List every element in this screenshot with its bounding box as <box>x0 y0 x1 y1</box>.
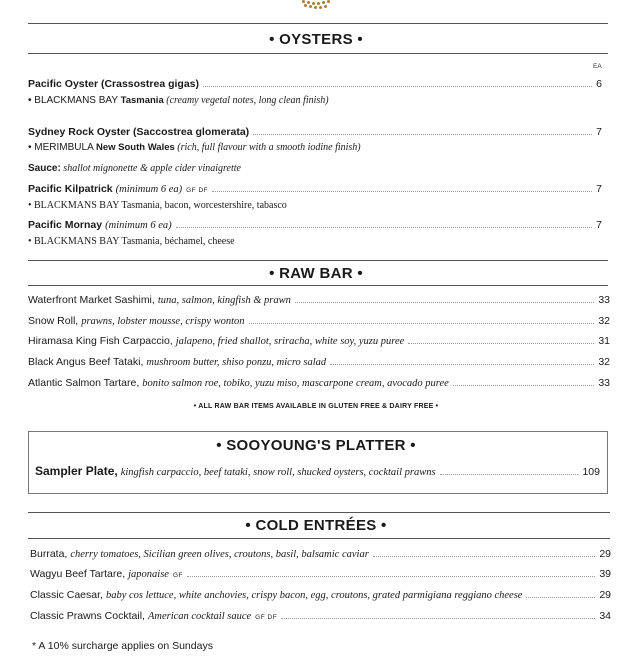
price-header: EA <box>593 63 602 70</box>
menu-item-pacific-mornay <box>28 219 602 231</box>
origin-prefix: • MERIMBULA <box>28 142 96 153</box>
section-title-cold-entrees: • COLD ENTRÉES • <box>245 517 387 534</box>
item-desc: American cocktail sauce <box>147 611 252 622</box>
item-origin <box>28 95 329 106</box>
dot-leader <box>373 556 596 557</box>
menu-item <box>28 356 610 368</box>
item-name: Waterfront Market Sashimi, <box>28 294 155 306</box>
origin-prefix: • BLACKMANS BAY <box>28 95 121 106</box>
menu-item-pacific-kilpatrick <box>28 183 602 195</box>
dot-leader <box>330 364 594 365</box>
item-name: Snow Roll, <box>28 315 79 327</box>
item-name: Classic Prawns Cocktail, <box>30 610 145 622</box>
item-name: Hiramasa King Fish Carpaccio, <box>28 335 173 347</box>
item-price: 6 <box>596 78 602 90</box>
menu-item <box>28 294 610 306</box>
origin-region: Tasmania <box>120 95 164 106</box>
divider <box>28 260 608 261</box>
divider <box>28 53 608 54</box>
item-price: 33 <box>598 294 610 306</box>
item-desc: (minimum 6 ea) <box>105 220 172 231</box>
divider <box>28 285 608 286</box>
dot-leader <box>253 134 592 135</box>
menu-item-sampler-plate <box>35 464 600 478</box>
item-name: Sydney Rock Oyster (Saccostrea glomerata) <box>28 126 250 138</box>
surcharge-footnote: * A 10% surcharge applies on Sundays <box>32 640 213 652</box>
item-desc: kingfish carpaccio, beef tataki, snow roll, shucked oysters, cocktail prawns <box>120 467 436 478</box>
dot-leader <box>440 474 579 475</box>
menu-item <box>30 568 611 580</box>
dot-leader <box>203 86 592 87</box>
item-desc: (minimum 6 ea) <box>115 184 183 195</box>
dietary-tags: GF <box>172 572 184 579</box>
dietary-tags: GF DF <box>255 614 278 621</box>
divider <box>28 512 610 513</box>
dietary-tags: GF DF <box>186 187 209 194</box>
item-origin: • BLACKMANS BAY Tasmania, bacon, worcestershire, tabasco <box>28 200 287 211</box>
item-price: 29 <box>599 589 611 601</box>
dot-leader <box>187 576 595 577</box>
item-desc: baby cos lettuce, white anchovies, crispy bacon, egg, croutons, grated parmigiana reggiano cheese <box>105 590 523 601</box>
menu-item <box>30 610 611 622</box>
sauce-label: Sauce: <box>28 163 61 174</box>
dot-leader <box>526 597 595 598</box>
menu-item <box>28 335 610 347</box>
origin-desc: (creamy vegetal notes, long clean finish) <box>163 95 329 106</box>
dot-leader <box>249 323 595 324</box>
item-name: Sampler Plate, <box>35 464 118 478</box>
item-price: 7 <box>596 219 602 231</box>
menu-item <box>30 548 611 560</box>
divider <box>28 23 608 24</box>
item-price: 33 <box>598 377 610 389</box>
sauce-desc: shallot mignonette & apple cider vinaigrette <box>60 163 241 174</box>
item-desc: jalapeno, fried shallot, sriracha, white soy, yuzu puree <box>175 336 405 347</box>
item-name: Classic Caesar, <box>30 589 103 601</box>
raw-bar-note: • ALL RAW BAR ITEMS AVAILABLE IN GLUTEN FREE & DAIRY FREE • <box>193 403 439 410</box>
item-price: 109 <box>582 466 600 478</box>
origin-region: New South Wales <box>95 142 175 153</box>
item-name: Pacific Oyster (Crassostrea gigas) <box>28 78 199 90</box>
item-origin: • BLACKMANS BAY Tasmania, béchamel, cheese <box>28 236 235 247</box>
item-price: 32 <box>598 356 610 368</box>
menu-item <box>28 315 610 327</box>
dot-leader <box>453 385 595 386</box>
sauce-line <box>28 163 241 174</box>
item-desc: mushroom butter, shiso ponzu, micro salad <box>146 357 327 368</box>
item-price: 31 <box>598 335 610 347</box>
menu-item <box>30 589 611 601</box>
dot-leader <box>295 302 594 303</box>
item-name: Pacific Mornay <box>28 219 103 231</box>
item-name: Atlantic Salmon Tartare, <box>28 377 140 389</box>
dot-leader <box>281 618 595 619</box>
menu-item-sydney-rock-oyster <box>28 126 602 138</box>
item-price: 7 <box>596 126 602 138</box>
item-price: 32 <box>598 315 610 327</box>
item-price: 34 <box>599 610 611 622</box>
item-price: 29 <box>599 548 611 560</box>
item-name: Wagyu Beef Tartare, <box>30 568 126 580</box>
item-desc: cherry tomatoes, Sicilian green olives, croutons, basil, balsamic caviar <box>70 549 369 560</box>
section-title-oysters: • OYSTERS • <box>269 31 363 48</box>
item-name: Black Angus Beef Tataki, <box>28 356 144 368</box>
origin-desc: (rich, full flavour with a smooth iodine finish) <box>174 142 361 153</box>
dot-leader <box>408 343 594 344</box>
item-desc: tuna, salmon, kingfish & prawn <box>157 295 291 306</box>
item-price: 39 <box>599 568 611 580</box>
dot-leader <box>176 227 593 228</box>
menu-item-pacific-oyster <box>28 78 602 90</box>
menu-item <box>28 377 610 389</box>
item-name: Pacific Kilpatrick <box>28 183 113 195</box>
item-name: Burrata, <box>30 548 68 560</box>
item-price: 7 <box>596 183 602 195</box>
section-title-raw-bar: • RAW BAR • <box>269 265 363 282</box>
divider <box>28 538 610 539</box>
item-desc: prawns, lobster mousse, crispy wonton <box>81 316 245 327</box>
item-desc: bonito salmon roe, tobiko, yuzu miso, mascarpone cream, avocado puree <box>142 378 449 389</box>
item-desc: japonaise <box>128 569 169 580</box>
section-title-platter: • SOOYOUNG'S PLATTER • <box>216 437 416 454</box>
item-origin <box>28 142 361 153</box>
dot-leader <box>212 191 592 192</box>
logo-fragment-icon <box>300 0 334 10</box>
